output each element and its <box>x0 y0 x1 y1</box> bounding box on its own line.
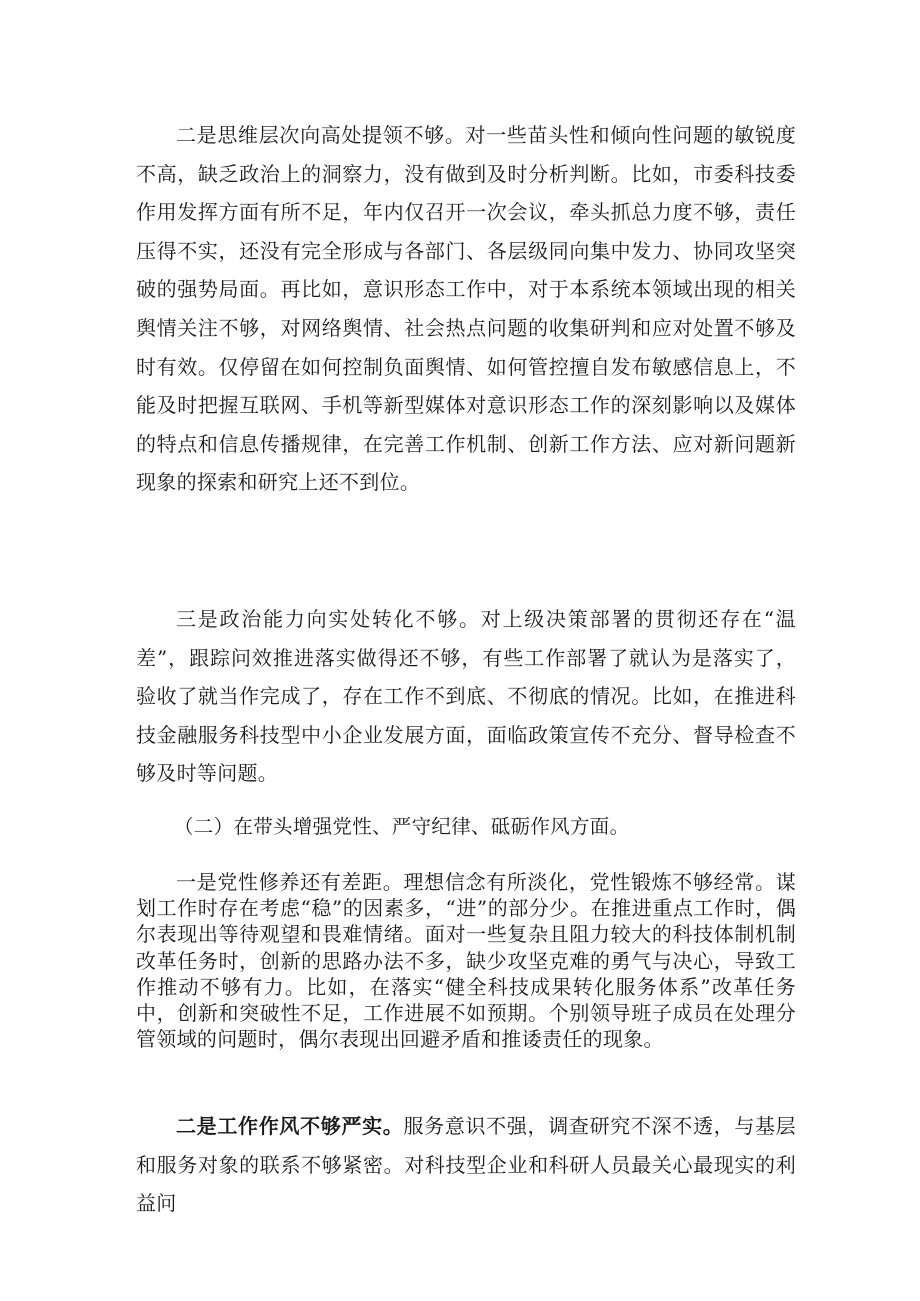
paragraph-body: 服务意识不强，调查研究不深不透，与基层和服务对象的联系不够紧密。对科技型企业和科研人员最关心最现实的利益问 <box>136 1114 796 1216</box>
section-heading: （二）在带头增强党性、严守纪律、砥砺作风方面。 <box>174 815 630 838</box>
paragraph-political-ability: 三是政治能力向实处转化不够。对上级决策部署的贯彻还存在“温差”，跟踪问效推进落实做得还不够，有些工作部署了就认为是落实了，验收了就当作完成了，存在工作不到底、不彻底的情况。比如，在推进科技金融服务科技型中小企业发展方面，面临政策宣传不充分、督导检查不够及时等问题。 <box>136 607 796 786</box>
paragraph-work-style <box>136 1107 796 1223</box>
paragraph-thinking-level: 二是思维层次向高处提领不够。对一些苗头性和倾向性问题的敏锐度不高，缺乏政治上的洞察力，没有做到及时分析判断。比如，市委科技委作用发挥方面有所不足，年内仅召开一次会议，牵头抓总力度不够，责任压得不实，还没有完全形成与各部门、各层级同向集中发力、协同攻坚突破的强势局面。再比如，意识形态工作中，对于本系统本领域出现的相关舆情关注不够，对网络舆情、社会热点问题的收集研判和应对处置不够及时有效。仅停留在如何控制负面舆情、如何管控擅自发布敏感信息上，不能及时把握互联网、手机等新型媒体对意识形态工作的深刻影响以及媒体的特点和信息传播规律，在完善工作机制、创新工作方法、应对新问题新现象的探索和研究上还不到位。 <box>136 123 796 495</box>
paragraph-party-spirit: 一是党性修养还有差距。理想信念有所淡化，党性锻炼不够经常。谋划工作时存在考虑“稳”的因素多，“进”的部分少。在推进重点工作时，偶尔表现出等待观望和畏难情绪。面对一些复杂且阻力较大的科技体制机制改革任务时，创新的思路办法不多，缺少攻坚克难的勇气与决心，导致工作推动不够有力。比如，在落实“健全科技成果转化服务体系”改革任务中，创新和突破性不足，工作进展不如预期。个别领导班子成员在处理分管领域的问题时，偶尔表现出回避矛盾和推诿责任的现象。 <box>136 870 796 1052</box>
paragraph-lead: 二是工作作风不够严实。 <box>176 1114 404 1138</box>
